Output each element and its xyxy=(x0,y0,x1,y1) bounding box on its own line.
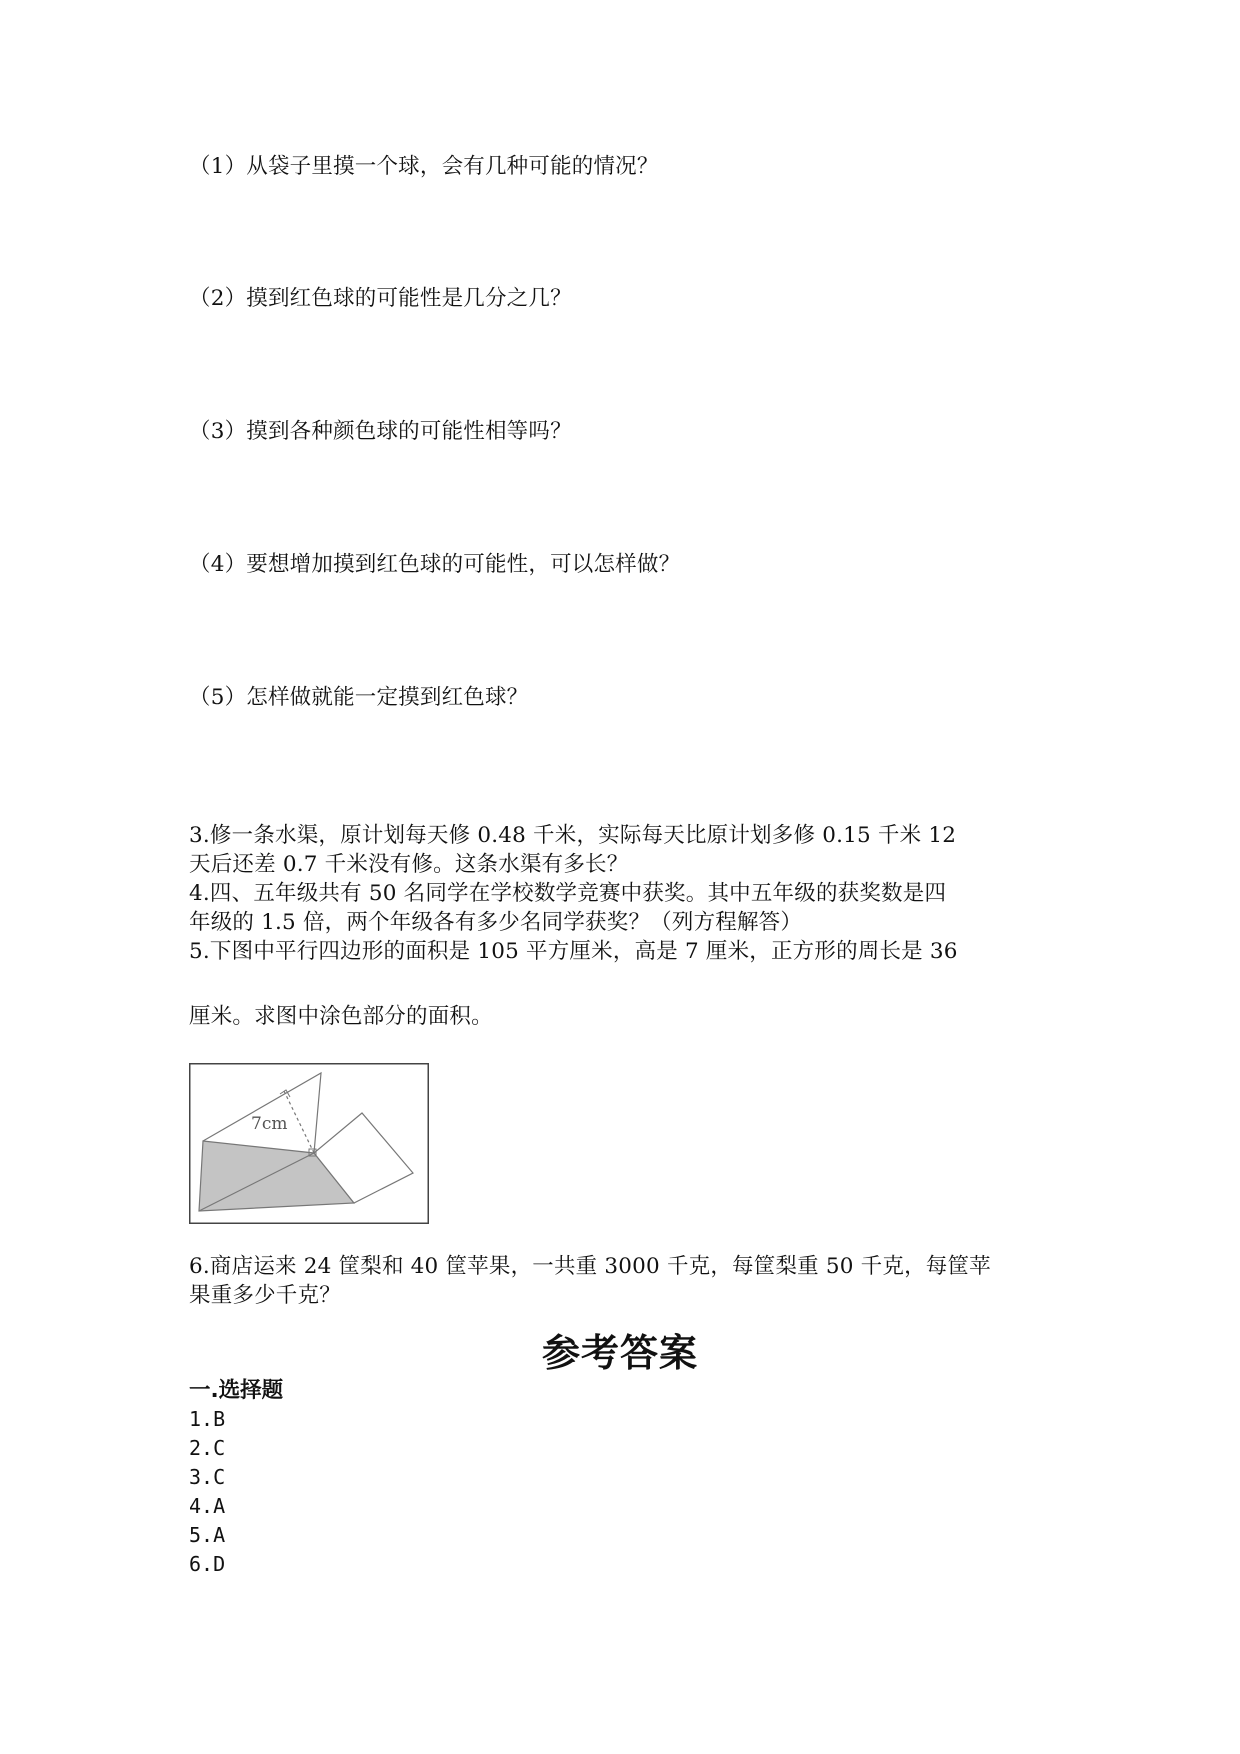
sub-question-2: （2）摸到红色球的可能性是几分之几？ xyxy=(189,286,572,311)
answer-item: 2.C xyxy=(189,1436,226,1460)
problem-3-line-1: 3.修一条水渠，原计划每天修 0.48 千米，实际每天比原计划多修 0.15 千米 12 xyxy=(189,823,957,848)
figure-svg xyxy=(189,1063,429,1224)
sub-question-1: （1）从袋子里摸一个球，会有几种可能的情况？ xyxy=(189,154,659,179)
problem-4-line-1: 4.四、五年级共有 50 名同学在学校数学竞赛中获奖。其中五年级的获奖数是四 xyxy=(189,881,947,906)
problem-6-line-1: 6.商店运来 24 筐梨和 40 筐苹果，一共重 3000 千克，每筐梨重 50 千克，每筐苹 xyxy=(189,1254,991,1279)
problem-6-line-2: 果重多少千克？ xyxy=(189,1283,341,1308)
sub-question-3: （3）摸到各种颜色球的可能性相等吗？ xyxy=(189,419,572,444)
answer-item: 4.A xyxy=(189,1494,226,1518)
section-heading-choice: 一.选择题 xyxy=(189,1378,284,1403)
answer-item: 3.C xyxy=(189,1465,226,1489)
answer-list xyxy=(189,1405,225,1579)
answer-item: 6.D xyxy=(189,1552,226,1576)
answer-key-title: 参考答案 xyxy=(541,1330,698,1375)
problem-4-line-2: 年级的 1.5 倍，两个年级各有多少名同学获奖？（列方程解答） xyxy=(189,910,803,935)
problem-5-line-2: 厘米。求图中涂色部分的面积。 xyxy=(189,1004,493,1029)
parallelogram-square-figure xyxy=(189,1063,429,1224)
answer-item: 5.A xyxy=(189,1523,226,1547)
height-label: 7cm xyxy=(251,1114,288,1134)
answer-item: 1.B xyxy=(189,1407,226,1431)
problem-3-line-2: 天后还差 0.7 千米没有修。这条水渠有多长？ xyxy=(189,852,629,877)
sub-question-5: （5）怎样做就能一定摸到红色球？ xyxy=(189,685,529,710)
sub-question-4: （4）要想增加摸到红色球的可能性，可以怎样做？ xyxy=(189,552,681,577)
problem-5-line-1: 5.下图中平行四边形的面积是 105 平方厘米，高是 7 厘米，正方形的周长是 36 xyxy=(189,939,958,964)
